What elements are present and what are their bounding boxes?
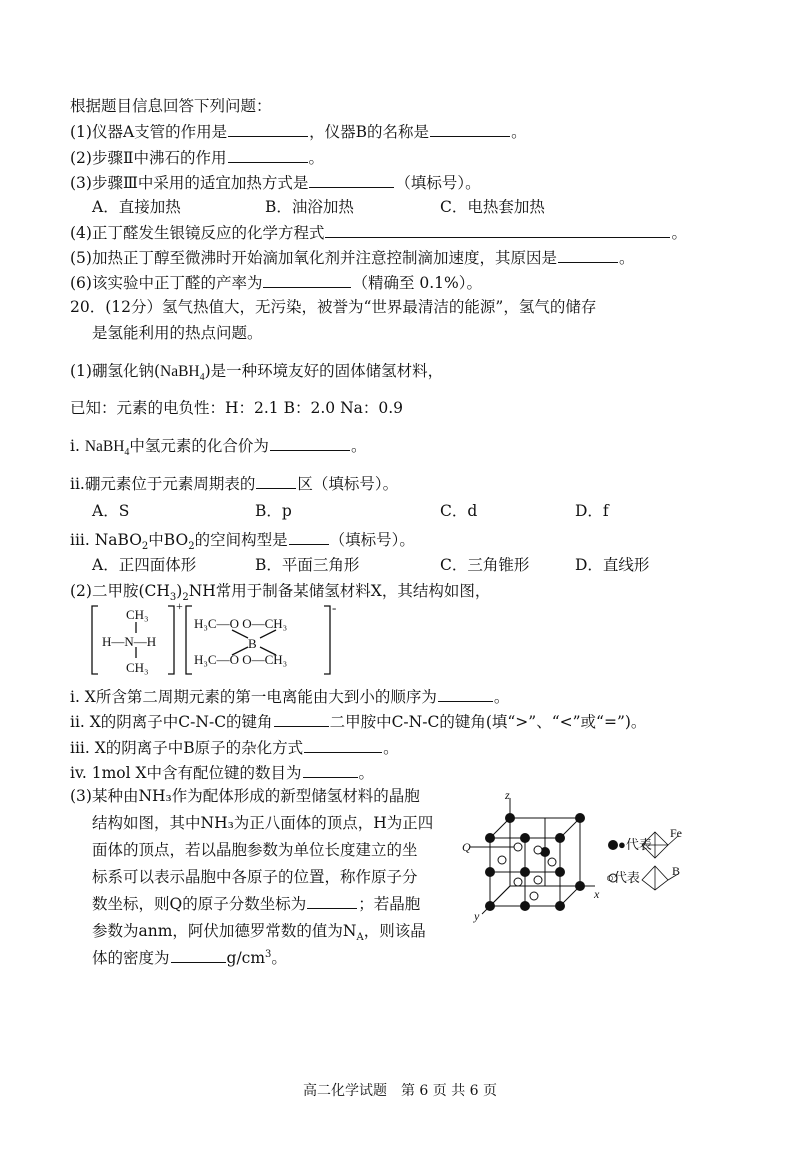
q20-heading: 20．(12分）氢气热值大，无污染，被誉为“世界最清洁的能源”，氢气的储存: [70, 298, 597, 316]
fe-atom: [555, 867, 565, 877]
anion-left-bracket: [186, 606, 192, 674]
text-line: 面体的顶点，若以晶胞参数为单位长度建立的坐: [92, 841, 418, 859]
fe-atom: [485, 867, 495, 877]
q20-heading-cont: 是氢能利用的热点问题。: [92, 324, 263, 342]
option-c: C．d: [440, 502, 478, 520]
cation-middle: H—N—H: [102, 634, 157, 649]
b-atom: [498, 856, 506, 864]
fe-atom: [505, 813, 515, 823]
cation-top-methyl: CH₃: [126, 607, 149, 622]
x-label: x: [594, 887, 600, 901]
q20-sub-i: i. NaBH$_4$中氢元素的化合价为 。: [70, 434, 366, 458]
b-label: B: [672, 864, 681, 878]
answer-blank[interactable]: [228, 146, 308, 163]
bond-line: [232, 630, 248, 638]
fe-atom: [520, 833, 530, 843]
page-footer: 高二化学试题 第 6 页 共 6 页: [302, 1083, 498, 1099]
option-c: C．电热套加热: [440, 198, 545, 216]
cation-left-bracket: [92, 606, 98, 674]
option-a: A．正四面体形: [92, 556, 197, 574]
text-line: 标系可以表示晶胞中各原子的位置，称作原子分: [92, 868, 418, 886]
fe-atom: [520, 901, 530, 911]
option-d: D．f: [575, 502, 609, 520]
answer-blank[interactable]: [171, 946, 226, 963]
fe-atom: [575, 813, 585, 823]
tetrahedron-icon: [642, 866, 668, 890]
q19-part4: (4)正丁醛发生银镜反应的化学方程式 。: [70, 221, 687, 244]
z-label: z: [505, 788, 510, 802]
answer-blank[interactable]: [228, 120, 308, 137]
q20-sub-iii: iii. NaBO$_2$中$BO_2$的空间构型是 （填标号）。: [70, 528, 415, 551]
anion-right-bracket: [324, 606, 330, 674]
b-atom: [514, 878, 522, 886]
bond-line: [260, 630, 276, 638]
q20-part1-intro: (1)硼氢化钠(NaBH$_4$)是一种环境友好的固体储氢材料，: [70, 362, 444, 384]
q19-part1: (1)仪器A支管的作用是 ，仪器B的名称是 。: [70, 120, 527, 143]
option-c: C．三角锥形: [440, 556, 530, 574]
answer-blank[interactable]: [270, 434, 350, 451]
option-b: B．油浴加热: [265, 198, 354, 216]
fe-atom: [555, 901, 565, 911]
q20-part3-text: [92, 810, 460, 972]
q19-part6: (6)该实验中正丁醛的产率为 （精确至 0.1%）。: [70, 271, 482, 294]
cation-charge: +: [176, 599, 183, 613]
q19-part2: (2)步骤Ⅱ中沸石的作用 。: [70, 146, 324, 169]
answer-blank[interactable]: [430, 120, 510, 137]
legend-b-text: ○代表: [606, 870, 640, 885]
anion-bottom-row: H₃C—O O—CH₃: [194, 652, 288, 667]
q20-part2-intro: (2)二甲胺$(CH_3)_2NH$常用于制备某储氢材料X，其结构如图，: [70, 582, 491, 604]
electronegativity-line: 已知：元素的电负性：H：2.1 B：2.0 Na：0.9: [70, 399, 404, 417]
q20-x-iii: iii. X的阴离子中B原子的杂化方式 。: [70, 736, 399, 759]
fe-atom: [520, 867, 530, 877]
legend-fe-text: ●代表: [618, 837, 652, 852]
text-line: 体的密度为 $g/cm^3$。: [92, 945, 460, 972]
q-label: Q: [462, 840, 471, 854]
legend-fe-dot: [608, 840, 618, 850]
anion-charge: -: [332, 600, 337, 615]
b-atom: [548, 858, 556, 866]
intro-text: 根据题目信息回答下列问题：: [70, 97, 272, 115]
boron-atom: B: [248, 636, 257, 651]
anion-top-row: H₃C—O O—CH₃: [194, 616, 288, 631]
option-b: B．平面三角形: [255, 556, 360, 574]
q20-part3-line1: (3)某种由NH₃作为配体形成的新型储氢材料的晶胞: [70, 787, 420, 805]
text-line: 结构如图，其中NH₃为正八面体的顶点，H为正四: [92, 814, 434, 832]
answer-blank[interactable]: [558, 246, 618, 263]
answer-blank[interactable]: [263, 271, 351, 288]
b-atom: [530, 892, 538, 900]
fe-atom: [485, 901, 495, 911]
structure-diagram: [88, 600, 348, 680]
option-d: D．直线形: [575, 556, 650, 574]
q20-sub-ii: ii.硼元素位于元素周期表的 区（填标号）。: [70, 472, 398, 495]
answer-blank[interactable]: [309, 171, 394, 188]
y-label: y: [474, 909, 480, 923]
option-a: A．直接加热: [92, 198, 181, 216]
cation-right-bracket: [168, 606, 174, 674]
q20-x-i: i. X所含第二周期元素的第一电离能由大到小的顺序为 。: [70, 685, 509, 708]
answer-blank[interactable]: [256, 472, 296, 489]
option-a: A．S: [92, 502, 130, 520]
fe-atom: [555, 833, 565, 843]
fe-atom: [485, 833, 495, 843]
b-atom-q: [514, 843, 522, 851]
answer-blank[interactable]: [325, 221, 670, 238]
q20-x-ii: ii. X的阴离子中C-N-C的键角 二甲胺中C-N-C的键角(填“>”、“<”或“=”)。: [70, 710, 646, 733]
b-atom: [534, 876, 542, 884]
text-line: 数坐标，则Q的原子分数坐标为 ；若晶胞: [92, 891, 460, 918]
answer-blank[interactable]: [307, 892, 357, 909]
fe-label: Fe: [670, 826, 682, 840]
answer-blank[interactable]: [303, 761, 358, 778]
crystal-cell-figure: [462, 788, 690, 925]
q19-part5: (5)加热正丁醇至微沸时开始滴加氧化剂并注意控制滴加速度，其原因是 。: [70, 246, 634, 269]
answer-blank[interactable]: [274, 710, 329, 727]
text-line: 参数为anm，阿伏加德罗常数的值为$N_A$，则该晶: [92, 922, 426, 944]
fe-atom: [575, 881, 585, 891]
cation-bottom-methyl: CH₃: [126, 660, 149, 675]
answer-blank[interactable]: [289, 528, 329, 545]
b-atom: [534, 846, 542, 854]
q19-part3: (3)步骤Ⅲ中采用的适宜加热方式是 （填标号）。: [70, 171, 481, 194]
answer-blank[interactable]: [438, 685, 493, 702]
q20-x-iv: iv. 1mol X中含有配位键的数目为 。: [70, 761, 374, 784]
answer-blank[interactable]: [304, 736, 382, 753]
option-b: B．p: [255, 502, 292, 520]
